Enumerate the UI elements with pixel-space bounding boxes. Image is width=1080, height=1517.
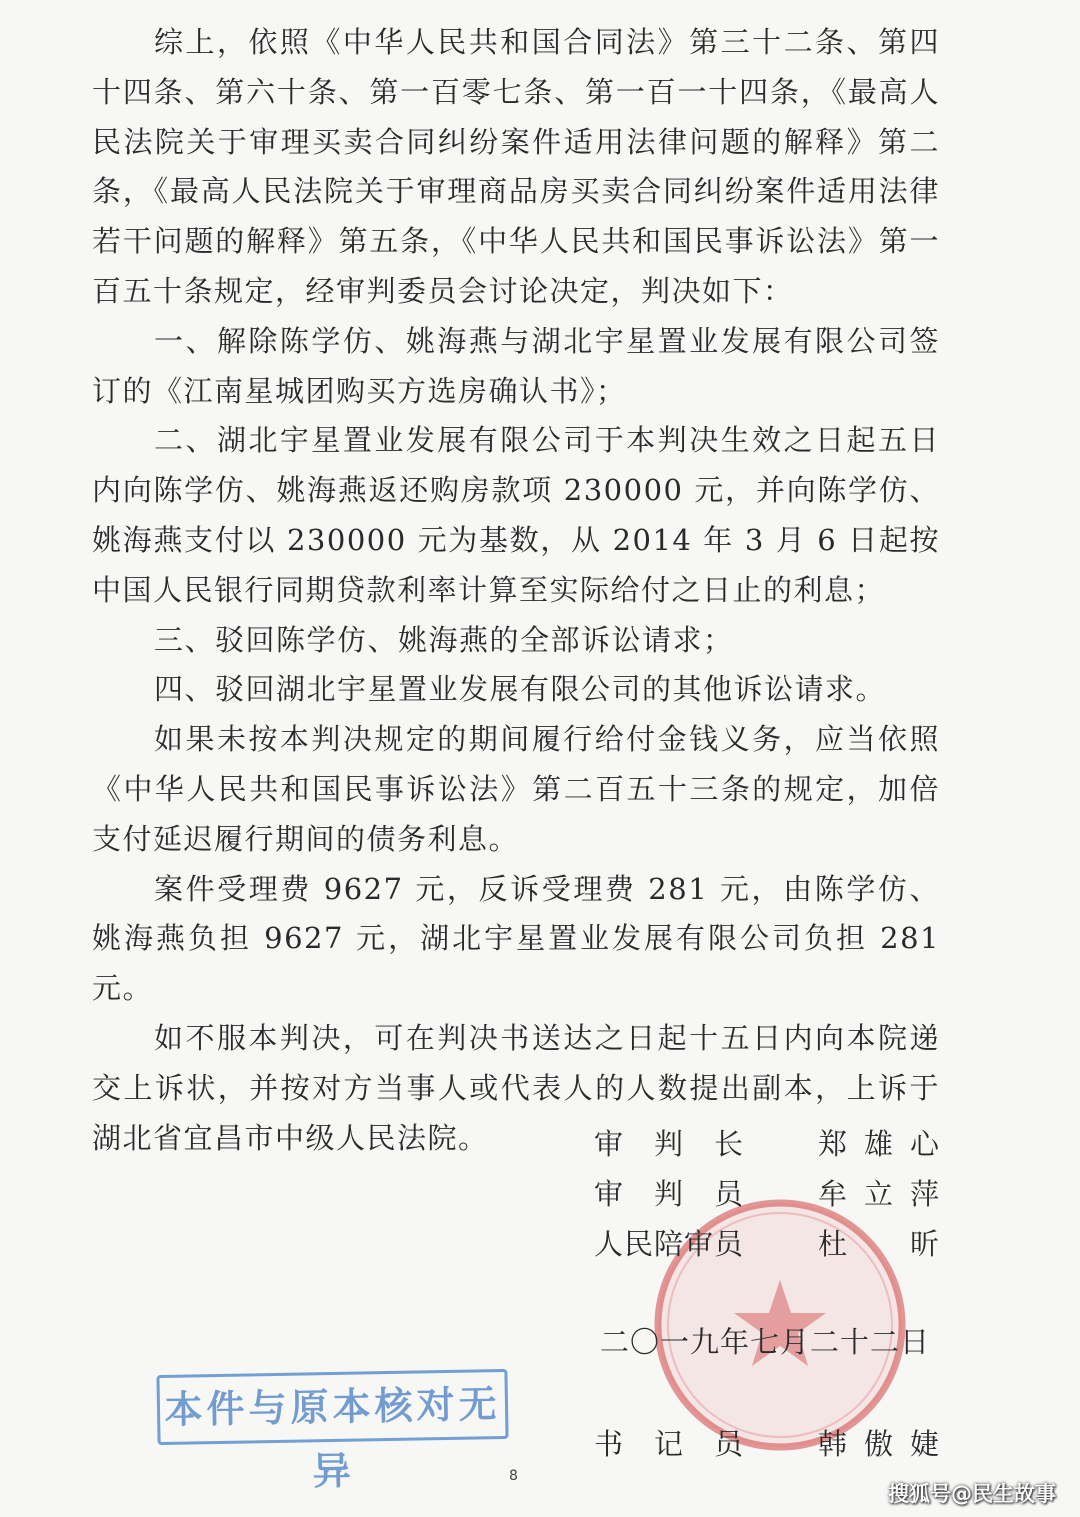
ruling-item-1: 一、解除陈学仿、姚海燕与湖北宇星置业发展有限公司签订的《江南星城团购买方选房确认书》； [92,323,940,408]
ruling-item-4: 四、驳回湖北宇星置业发展有限公司的其他诉讼请求。 [154,672,887,707]
ruling-item-2: 二、湖北宇星置业发展有限公司于本判决生效之日起五日内向陈学仿、姚海燕返还购房款项 230000 元，并向陈学仿、姚海燕支付以 230000 元为基数，从 2014 年 3 月 6 日起按中国人民银行同期贷款利率计算至实际给付之日止的利息； [92,423,940,607]
juror-name: 杜 昕 [818,1227,940,1261]
delayed-payment-paragraph: 如果未按本判决规定的期间履行给付金钱义务，应当依照《中华人民共和国民事诉讼法》第二百五十三条的规定，加倍支付延迟履行期间的债务利息。 [92,722,940,856]
ruling-item-3: 三、驳回陈学仿、姚海燕的全部诉讼请求； [154,622,734,657]
judgment-basis-paragraph: 综上，依照《中华人民共和国合同法》第三十二条、第四十四条、第六十条、第一百零七条、第一百一十四条，《最高人民法院关于审理买卖合同纠纷案件适用法律问题的解释》第二条，《最高人民法院关于审理商品房买卖合同纠纷案件适用法律若干问题的解释》第五条，《中华人民共和国民事诉讼法》第一百五十条规定，经审判委员会讨论决定，判决如下： [92,25,940,308]
source-watermark: 搜狐号@民生故事 [888,1482,1056,1506]
judge-name: 牟 立 萍 [818,1177,940,1211]
judgment-body [92,18,940,1163]
clerk-name: 韩 傲 婕 [818,1427,940,1461]
appeal-paragraph: 如不服本判决，可在判决书送达之日起十五日内向本院递交上诉状，并按对方当事人或代表人的人数提出副本，上诉于湖北省宜昌市中级人民法院。 [92,1020,940,1155]
juror-role: 人民陪审员 [594,1227,745,1261]
judge-role: 审 判 员 [594,1177,744,1211]
court-fees-paragraph: 案件受理费 9627 元，反诉受理费 281 元，由陈学仿、姚海燕负担 9627 元，湖北宇星置业发展有限公司负担 281 元。 [92,871,940,1006]
clerk-role: 书 记 员 [594,1427,744,1461]
page-number: 8 [509,1468,518,1484]
presiding-judge-name: 郑 雄 心 [818,1127,940,1161]
judgment-date: 二〇一九年七月二十二日 [600,1325,931,1359]
presiding-judge-role: 审 判 长 [594,1127,744,1161]
certified-copy-stamp: 本件与原本核对无异 [156,1369,508,1445]
